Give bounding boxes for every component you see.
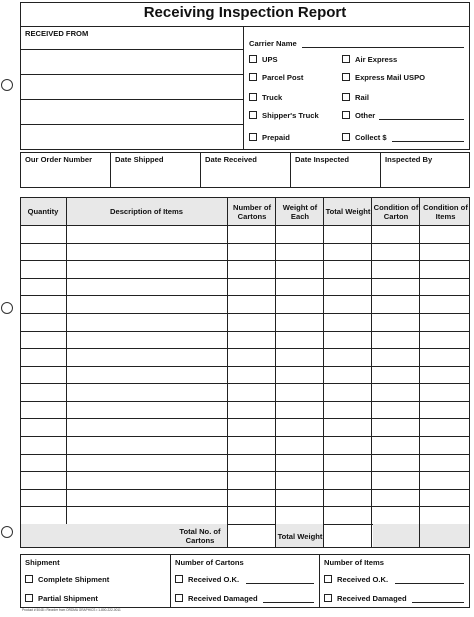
binder-hole-middle <box>1 302 13 314</box>
total-cartons-label: Total No. of Cartons <box>179 527 221 545</box>
table-row-line <box>20 295 470 296</box>
summary-divider-2 <box>319 554 320 608</box>
table-row-line <box>20 348 470 349</box>
checkbox-collect[interactable] <box>342 133 350 141</box>
table-row-line <box>20 436 470 437</box>
table-row-line <box>20 278 470 279</box>
table-row-line <box>20 418 470 419</box>
table-row-line <box>20 383 470 384</box>
table-row-line <box>20 331 470 332</box>
header-description: Description of Items <box>110 207 183 216</box>
collect-line[interactable] <box>392 141 464 142</box>
date-shipped-label: Date Shipped <box>115 155 164 164</box>
option-rail: Rail <box>355 93 369 102</box>
header-quantity: Quantity <box>27 207 59 216</box>
checkbox-partial-shipment[interactable] <box>25 594 33 602</box>
items-ok-line[interactable] <box>395 583 464 584</box>
other-line[interactable] <box>379 119 464 120</box>
checkbox-ups[interactable] <box>249 55 257 63</box>
checkbox-cartons-ok[interactable] <box>175 575 183 583</box>
option-items-damaged: Received Damaged <box>337 594 407 603</box>
checkbox-other[interactable] <box>342 111 350 119</box>
header-number-of-cartons: Number of Cartons <box>233 202 271 221</box>
items-damaged-line[interactable] <box>412 602 464 603</box>
order-divider-2 <box>200 152 201 188</box>
checkbox-items-damaged[interactable] <box>324 594 332 602</box>
total-row-gray-right <box>373 524 469 547</box>
table-row-line <box>20 260 470 261</box>
checkbox-express-mail[interactable] <box>342 73 350 81</box>
checkbox-parcel-post[interactable] <box>249 73 257 81</box>
carrier-name-line[interactable] <box>302 47 464 48</box>
option-express-mail: Express Mail USPO <box>355 73 426 82</box>
table-row-line <box>20 506 470 507</box>
table-row-line <box>20 366 470 367</box>
header-total-weight: Total Weight <box>325 207 371 216</box>
option-shippers-truck: Shipper's Truck <box>262 111 319 120</box>
order-divider-3 <box>290 152 291 188</box>
checkbox-rail[interactable] <box>342 93 350 101</box>
our-order-number-label: Our Order Number <box>25 155 93 164</box>
table-row-line <box>20 401 470 402</box>
header-weight-of-each: Weight of Each <box>282 202 318 221</box>
received-from-line-2[interactable] <box>20 74 243 75</box>
checkbox-complete-shipment[interactable] <box>25 575 33 583</box>
checkbox-prepaid[interactable] <box>249 133 257 141</box>
received-from-label: RECEIVED FROM <box>25 29 89 38</box>
number-of-cartons-label: Number of Cartons <box>175 558 244 567</box>
received-from-line-1[interactable] <box>20 49 243 50</box>
order-divider-4 <box>380 152 381 188</box>
option-cartons-ok: Received O.K. <box>188 575 240 584</box>
cartons-ok-line[interactable] <box>246 583 314 584</box>
received-from-line-3[interactable] <box>20 99 243 100</box>
total-weight-label: Total Weight <box>277 531 323 541</box>
inspected-by-label: Inspected By <box>385 155 433 164</box>
table-row-line <box>20 313 470 314</box>
option-truck: Truck <box>262 93 283 102</box>
header-condition-of-carton: Condition of Carton <box>373 202 419 221</box>
table-row-line <box>20 489 470 490</box>
table-column-line <box>323 197 324 548</box>
option-ups: UPS <box>262 55 278 64</box>
received-from-line-4[interactable] <box>20 124 243 125</box>
cartons-damaged-line[interactable] <box>263 602 314 603</box>
checkbox-cartons-damaged[interactable] <box>175 594 183 602</box>
option-air-express: Air Express <box>355 55 398 64</box>
option-complete-shipment: Complete Shipment <box>38 575 110 584</box>
checkbox-air-express[interactable] <box>342 55 350 63</box>
table-column-line <box>419 197 420 548</box>
date-inspected-label: Date Inspected <box>295 155 350 164</box>
items-table-body <box>20 225 470 548</box>
option-parcel-post: Parcel Post <box>262 73 304 82</box>
shipment-label: Shipment <box>25 558 60 567</box>
table-row-line <box>20 243 470 244</box>
number-of-items-label: Number of Items <box>324 558 384 567</box>
checkbox-items-ok[interactable] <box>324 575 332 583</box>
table-column-line <box>227 197 228 548</box>
section-divider <box>243 26 244 150</box>
table-row-line <box>20 471 470 472</box>
footer-text: Product # 5048 • Reorder from ORDMA GRAPHICS • 1-800-222-0011 <box>22 608 121 612</box>
order-divider-1 <box>110 152 111 188</box>
table-row-line <box>20 454 470 455</box>
option-partial-shipment: Partial Shipment <box>38 594 98 603</box>
received-carrier-section <box>20 26 470 150</box>
binder-hole-bottom <box>1 526 13 538</box>
option-other: Other <box>355 111 376 120</box>
header-condition-of-items: Condition of Items <box>423 202 468 221</box>
option-cartons-damaged: Received Damaged <box>188 594 258 603</box>
checkbox-shippers-truck[interactable] <box>249 111 257 119</box>
option-items-ok: Received O.K. <box>337 575 389 584</box>
table-column-line <box>66 197 67 524</box>
carrier-name-label: Carrier Name <box>249 39 297 48</box>
binder-hole-top <box>1 79 13 91</box>
table-column-line <box>275 197 276 548</box>
checkbox-truck[interactable] <box>249 93 257 101</box>
option-prepaid: Prepaid <box>262 133 290 142</box>
date-received-label: Date Received <box>205 155 257 164</box>
report-title: Receiving Inspection Report <box>143 4 347 21</box>
option-collect: Collect $ <box>355 133 387 142</box>
table-column-line <box>371 197 372 548</box>
summary-divider-1 <box>170 554 171 608</box>
